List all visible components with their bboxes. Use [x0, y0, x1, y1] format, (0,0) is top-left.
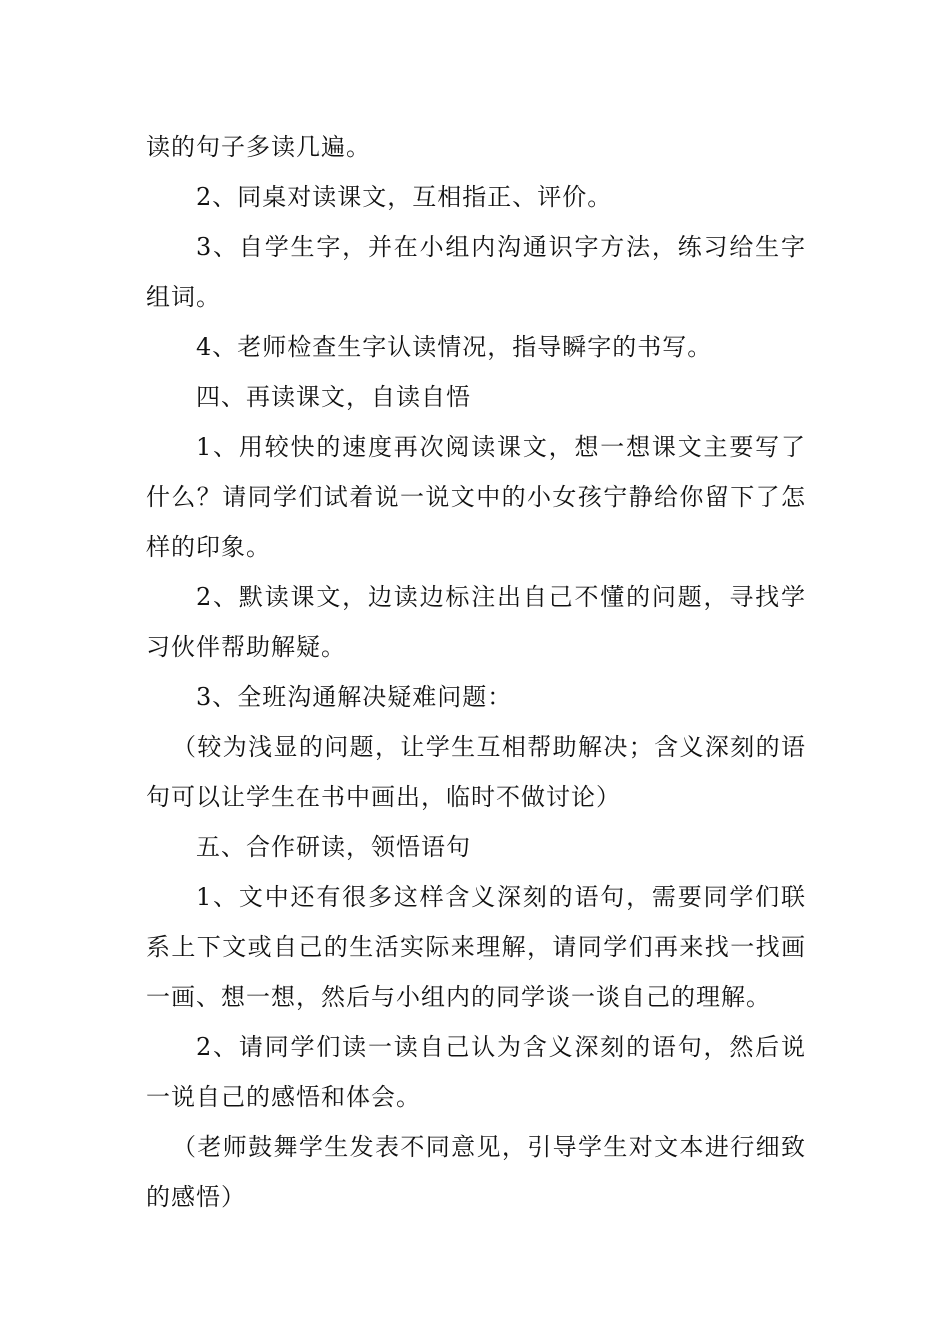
paragraph-step-4-teacher-check: 4、老师检查生字认读情况，指导瞬字的书写。 [196, 333, 713, 361]
paragraph-step-2-desk-partner: 2、同桌对读课文，互相指正、评价。 [196, 183, 613, 211]
paragraph-note-teacher-encourage: （老师鼓舞学生发表不同意见，引导学生对文本进行细致的感悟） [146, 1133, 806, 1211]
paragraph-note-simple-questions: （较为浅显的问题，让学生互相帮助解决；含义深刻的语句可以让学生在书中画出，临时不做讨论） [146, 733, 806, 811]
section-heading-four: 四、再读课文，自读自悟 [196, 383, 471, 411]
paragraph-four-step-2: 2、默读课文，边读边标注出自己不懂的问题，寻找学习伙伴帮助解疑。 [146, 583, 806, 661]
paragraph-five-step-2: 2、请同学们读一读自己认为含义深刻的语句，然后说一说自己的感悟和体会。 [146, 1033, 806, 1111]
paragraph-continuation: 读的句子多读几遍。 [146, 133, 371, 161]
paragraph-four-step-1: 1、用较快的速度再次阅读课文，想一想课文主要写了什么？请同学们试着说一说文中的小女孩宁静给你留下了怎样的印象。 [146, 433, 806, 561]
paragraph-step-3-self-study: 3、自学生字，并在小组内沟通识字方法，练习给生字组词。 [146, 233, 806, 311]
section-heading-five: 五、合作研读，领悟语句 [196, 833, 471, 861]
document-body [146, 122, 806, 1222]
paragraph-five-step-1: 1、文中还有很多这样含义深刻的语句，需要同学们联系上下文或自己的生活实际来理解，请同学们再来找一找画一画、想一想，然后与小组内的同学谈一谈自己的理解。 [146, 883, 806, 1011]
paragraph-four-step-3: 3、全班沟通解决疑难问题： [196, 683, 513, 711]
